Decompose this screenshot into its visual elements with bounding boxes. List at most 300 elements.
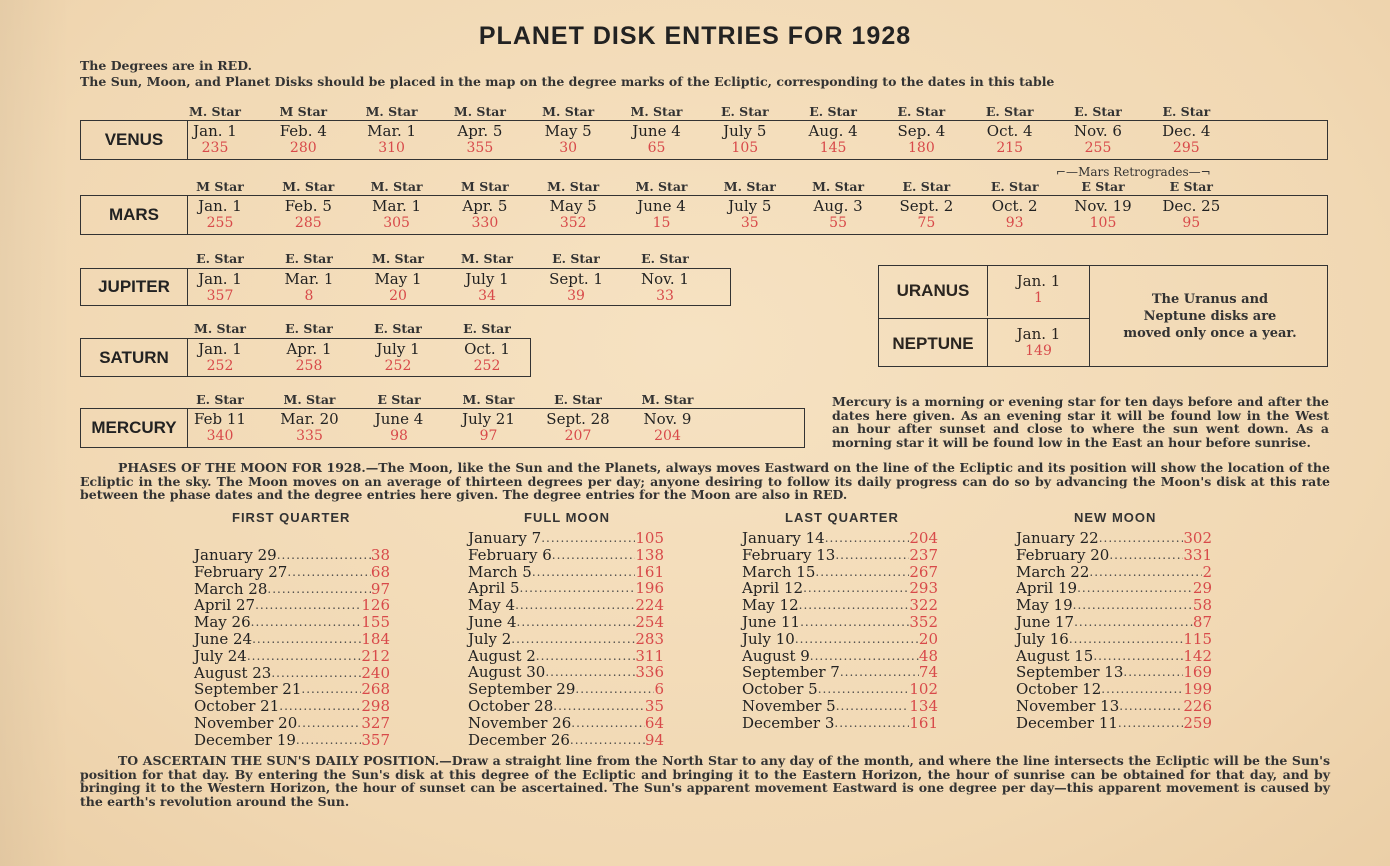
full-moon-heading: FULL MOON <box>524 510 611 525</box>
jupiter-star-label: M. Star <box>460 251 514 266</box>
phase-date: February 27 <box>194 562 288 581</box>
mercury-star-label: M. Star <box>462 392 515 407</box>
uranus-entry <box>987 266 1089 316</box>
list-item <box>1016 631 1212 648</box>
jupiter-star-label: E. Star <box>641 251 689 266</box>
entry-date: Feb. 4 <box>279 122 327 140</box>
list-item <box>742 580 938 597</box>
phase-degree: 283 <box>635 629 664 648</box>
phase-degree: 97 <box>370 579 390 598</box>
leader-dots <box>799 597 910 614</box>
phase-degree: 105 <box>635 529 664 547</box>
leader-dots <box>1123 664 1183 681</box>
leader-dots <box>279 698 361 715</box>
list-item <box>742 681 938 698</box>
mars-star-label: M. Star <box>723 179 776 194</box>
phase-degree: 322 <box>909 596 938 615</box>
entry-date: May 5 <box>549 197 597 215</box>
sun-paragraph-text: —Draw a straight line from the North Star to any day of the month, and where the line intersects the Ecliptic will be the Sun's position for that day. By entering the Sun's disk at this degree of the Ecliptic and bringing it to the Eastern Horizon, the hour of sunrise can be obtained for that day, and by bringing it to the Western Horizon, the hour of sunset can be ascertained. The Sun's apparent movement Eastward is one degree per day—this apparent movement is caused by the earth's revolution around the Sun. <box>80 753 1331 809</box>
leader-dots <box>1077 580 1193 597</box>
entry-date: June 4 <box>374 410 424 428</box>
entry-degree: 305 <box>383 215 410 231</box>
uranus-name: URANUS <box>896 281 970 300</box>
leader-dots <box>277 547 371 564</box>
phase-degree: 336 <box>635 663 664 682</box>
mars-entry <box>1148 198 1234 231</box>
mars-entry <box>707 198 793 231</box>
leader-dots <box>810 648 919 665</box>
entry-date: Apr. 1 <box>286 340 332 358</box>
phase-degree: 142 <box>1183 646 1212 665</box>
phase-date: January 7 <box>468 529 542 547</box>
mars-name: MARS <box>81 196 188 234</box>
phase-degree: 226 <box>1183 696 1212 715</box>
list-item <box>194 698 390 715</box>
list-item <box>742 715 938 732</box>
phase-date: March 22 <box>1016 562 1090 581</box>
list-item <box>468 631 664 648</box>
leader-dots <box>834 715 909 732</box>
entry-date: Jan. 1 <box>198 340 242 358</box>
list-item <box>742 631 938 648</box>
entry-degree: 310 <box>378 140 405 156</box>
entry-degree: 215 <box>996 140 1024 156</box>
phase-degree: 161 <box>909 713 938 732</box>
phase-degree: 87 <box>1192 612 1212 631</box>
leader-dots <box>836 698 910 715</box>
leader-dots <box>517 614 636 631</box>
venus-entry <box>1055 123 1141 156</box>
list-item <box>194 715 390 732</box>
mercury-name: MERCURY <box>81 409 188 447</box>
mars-entry <box>1060 198 1146 231</box>
venus-entry <box>878 123 964 156</box>
phase-date: April 19 <box>1016 579 1078 598</box>
phase-date: March 28 <box>194 579 268 598</box>
entry-degree: 98 <box>390 428 408 444</box>
entry-date: Oct. 4 <box>986 122 1033 140</box>
entry-date: May 1 <box>374 270 422 288</box>
entry-date: June 4 <box>632 122 681 140</box>
phase-degree: 20 <box>918 629 938 648</box>
mercury-star-label: M. Star <box>641 392 694 407</box>
entry-degree: 55 <box>829 215 847 231</box>
entry-degree: 235 <box>201 140 229 156</box>
phase-degree: 35 <box>644 696 664 715</box>
entry-date: Mar. 1 <box>367 122 417 140</box>
leader-dots <box>1119 698 1183 715</box>
venus-star-label: E. Star <box>897 104 946 119</box>
list-item <box>194 648 390 665</box>
list-item <box>468 614 664 631</box>
neptune-date: Jan. 1 <box>1016 325 1061 343</box>
phase-degree: 74 <box>918 663 938 682</box>
phase-date: September 21 <box>194 680 302 699</box>
mars-entry <box>265 198 351 231</box>
entry-degree: 355 <box>466 140 494 156</box>
phase-date: June 24 <box>194 629 253 648</box>
phase-degree: 38 <box>370 546 390 564</box>
list-item <box>1016 648 1212 665</box>
jupiter-star-label: E. Star <box>196 251 244 266</box>
list-item <box>194 681 390 698</box>
jupiter-entry <box>266 271 352 304</box>
list-item <box>194 547 390 564</box>
venus-entry <box>967 123 1053 156</box>
mars-retrograde-label: Mars Retrogrades <box>1078 165 1189 179</box>
phase-degree: 268 <box>361 680 390 699</box>
neptune-name: NEPTUNE <box>879 318 987 369</box>
phase-degree: 134 <box>909 696 938 715</box>
entry-date: Aug. 3 <box>813 197 863 215</box>
mars-entry <box>883 198 969 231</box>
phase-degree: 68 <box>370 562 390 581</box>
venus-entry <box>1143 123 1229 156</box>
mars-star-label: M. Star <box>370 179 423 194</box>
entry-date: Mar. 1 <box>372 197 422 215</box>
phase-degree: 327 <box>361 713 390 732</box>
entry-degree: 180 <box>908 140 935 156</box>
phase-degree: 237 <box>909 545 938 564</box>
list-item <box>194 581 390 598</box>
phase-degree: 48 <box>918 646 938 665</box>
phase-degree: 240 <box>361 663 390 682</box>
list-item <box>468 648 664 665</box>
page-title: PLANET DISK ENTRIES FOR 1928 <box>478 22 912 50</box>
entry-degree: 335 <box>296 428 323 444</box>
last-quarter-list <box>742 530 938 732</box>
phase-date: October 28 <box>468 696 554 715</box>
mercury-entry <box>446 411 532 444</box>
leader-dots <box>541 530 635 547</box>
intro-line-2: The Sun, Moon, and Planet Disks should be placed in the map on the degree marks of the Ecliptic, corresponding to the dates in this table <box>80 74 1055 89</box>
list-item <box>742 564 938 581</box>
entry-degree: 75 <box>917 215 936 231</box>
phase-date: January 22 <box>1016 529 1099 547</box>
list-item <box>1016 547 1212 564</box>
leader-dots <box>803 580 909 597</box>
entry-date: Oct. 2 <box>991 197 1038 215</box>
mars-star-label: M. Star <box>282 179 335 194</box>
mercury-entry <box>625 411 711 444</box>
phase-degree: 161 <box>635 562 664 581</box>
list-item <box>468 681 664 698</box>
entry-degree: 258 <box>295 358 323 374</box>
sun-paragraph-lead: TO ASCERTAIN THE SUN'S DAILY POSITION. <box>118 753 440 768</box>
venus-entry <box>702 123 788 156</box>
saturn-star-label: E. Star <box>285 321 333 336</box>
phase-degree: 2 <box>1202 562 1212 581</box>
leader-dots <box>267 581 371 598</box>
leader-dots <box>571 715 645 732</box>
entry-degree: 295 <box>1172 140 1200 156</box>
list-item <box>1016 715 1212 732</box>
list-item <box>742 698 938 715</box>
phase-degree: 6 <box>654 680 664 699</box>
phase-date: June 11 <box>742 612 801 631</box>
list-item <box>194 564 390 581</box>
page-fold-shadow <box>0 0 70 866</box>
jupiter-entry <box>177 271 263 304</box>
entry-date: Jan. 1 <box>198 197 242 215</box>
entry-date: July 1 <box>376 340 420 358</box>
mars-star-label: M Star <box>461 179 509 194</box>
entry-degree: 35 <box>740 215 759 231</box>
list-item <box>468 547 664 564</box>
phase-date: April 5 <box>468 579 520 598</box>
phase-degree: 254 <box>635 612 664 631</box>
phase-degree: 199 <box>1183 680 1212 699</box>
entry-date: July 5 <box>728 197 772 215</box>
list-item <box>1016 564 1212 581</box>
phase-date: January 29 <box>194 546 277 564</box>
jupiter-star-label: M. Star <box>371 251 425 266</box>
phase-date: January 14 <box>742 529 825 547</box>
list-item <box>742 648 938 665</box>
phase-date: August 2 <box>468 646 536 665</box>
list-item <box>468 530 664 547</box>
entry-degree: 39 <box>567 288 585 304</box>
list-item <box>194 631 390 648</box>
phase-date: October 21 <box>194 697 280 716</box>
entry-degree: 255 <box>1084 140 1112 156</box>
phase-degree: 293 <box>909 579 938 598</box>
mercury-star-label: E Star <box>377 392 421 407</box>
mars-entry <box>442 198 528 231</box>
mars-entry <box>354 198 440 231</box>
entry-degree: 207 <box>564 428 592 444</box>
entry-degree: 357 <box>206 288 234 304</box>
phase-date: November 13 <box>1016 696 1120 715</box>
venus-star-label: E. Star <box>1074 104 1122 119</box>
list-item <box>468 698 664 715</box>
outer-planets-note <box>1089 266 1330 366</box>
list-item <box>468 664 664 681</box>
venus-entry <box>437 123 523 156</box>
phase-date: February 20 <box>1016 545 1110 564</box>
entry-degree: 280 <box>289 140 317 156</box>
leader-dots <box>570 732 645 749</box>
phase-degree: 259 <box>1183 713 1212 732</box>
jupiter-entry <box>622 271 708 304</box>
uranus-neptune-box <box>878 265 1328 367</box>
leader-dots <box>818 681 910 698</box>
jupiter-star-label: E. Star <box>552 251 600 266</box>
entry-degree: 285 <box>294 215 322 231</box>
phase-date: March 15 <box>742 562 816 581</box>
entry-date: Feb. 5 <box>284 197 332 215</box>
venus-star-label: M Star <box>279 104 328 119</box>
venus-star-label: M. Star <box>453 104 506 119</box>
jupiter-star-label: E. Star <box>285 251 333 266</box>
leader-dots <box>247 648 362 665</box>
list-item <box>1016 597 1212 614</box>
entry-degree: 15 <box>652 215 671 231</box>
list-item <box>194 614 390 631</box>
leader-dots <box>301 681 361 698</box>
entry-degree: 95 <box>1182 215 1201 231</box>
phase-degree: 115 <box>1183 629 1212 648</box>
leader-dots <box>553 698 645 715</box>
leader-dots <box>536 648 636 665</box>
mars-star-label: M. Star <box>812 179 865 194</box>
jupiter-entry <box>444 271 530 304</box>
phase-date: February 13 <box>742 545 836 564</box>
phase-degree: 311 <box>635 646 664 665</box>
phase-degree: 357 <box>361 730 390 749</box>
phase-degree: 302 <box>1183 529 1212 547</box>
list-item <box>1016 530 1212 547</box>
list-item <box>194 732 390 749</box>
entry-date: Nov. 9 <box>643 410 692 428</box>
list-item <box>1016 614 1212 631</box>
mars-entry <box>177 198 263 231</box>
list-item <box>468 580 664 597</box>
neptune-entry <box>987 318 1089 366</box>
entry-degree: 20 <box>389 288 407 304</box>
moon-paragraph <box>80 461 1330 502</box>
uranus-date: Jan. 1 <box>1016 272 1061 290</box>
phase-date: August 23 <box>194 663 272 682</box>
entry-date: July 1 <box>465 270 509 288</box>
phase-date: December 19 <box>194 730 296 749</box>
leader-dots <box>1099 530 1184 547</box>
entry-degree: 252 <box>384 358 412 374</box>
leader-dots <box>1118 715 1183 732</box>
entry-date: Nov. 19 <box>1074 197 1132 215</box>
phase-date: April 12 <box>742 579 804 598</box>
venus-star-label: M. Star <box>630 104 683 119</box>
venus-star-label: M. Star <box>188 104 242 119</box>
leader-dots <box>1101 681 1183 698</box>
phase-date: June 4 <box>468 612 517 631</box>
mercury-entry <box>356 411 442 444</box>
venus-star-label: E. Star <box>1162 104 1211 119</box>
list-item <box>742 597 938 614</box>
phase-degree: 155 <box>361 613 390 632</box>
phase-date: September 29 <box>468 680 576 699</box>
mercury-star-label: E. Star <box>196 392 244 407</box>
mars-entry <box>530 198 616 231</box>
saturn-entry <box>444 341 530 374</box>
phase-date: August 30 <box>468 663 546 682</box>
entry-degree: 204 <box>654 428 681 444</box>
phase-degree: 196 <box>635 579 664 598</box>
mars-star-label: M. Star <box>547 179 600 194</box>
leader-dots <box>835 547 909 564</box>
entry-date: Oct. 1 <box>464 340 510 358</box>
phase-date: December 3 <box>742 713 835 732</box>
entry-degree: 105 <box>731 140 759 156</box>
entry-date: Aug. 4 <box>808 122 858 140</box>
list-item <box>742 664 938 681</box>
entry-date: Sep. 4 <box>897 122 946 140</box>
venus-star-label: M. Star <box>542 104 595 119</box>
list-item <box>468 597 664 614</box>
phase-date: May 19 <box>1016 596 1073 615</box>
leader-dots <box>252 631 361 648</box>
phase-date: December 11 <box>1016 713 1118 732</box>
phase-date: March 5 <box>468 562 532 581</box>
entry-degree: 255 <box>206 215 234 231</box>
phase-date: May 26 <box>194 613 251 632</box>
entry-date: Feb 11 <box>194 410 246 428</box>
list-item <box>742 614 938 631</box>
mercury-note: Mercury is a morning or evening star for ten days before and after the dates here given. As an evening star it will be found low in the West an hour after sunset and close to where the sun went down. As a morning star it will be found low in the East an hour before sunrise. <box>832 394 1329 450</box>
leader-dots <box>1089 564 1202 581</box>
uranus-degree: 1 <box>1034 290 1043 306</box>
phase-date: September 13 <box>1016 663 1124 682</box>
list-item <box>194 665 390 682</box>
phase-degree: 138 <box>635 545 664 564</box>
entry-degree: 30 <box>559 140 578 156</box>
phase-degree: 212 <box>361 646 390 665</box>
phase-degree: 184 <box>361 629 390 648</box>
entry-date: Apr. 5 <box>462 197 508 215</box>
phase-degree: 29 <box>1192 579 1212 598</box>
leader-dots <box>251 614 362 631</box>
outer-planets-note-text: The Uranus and Neptune disks are moved only once a year. <box>1123 291 1297 341</box>
phase-date: November 20 <box>194 713 298 732</box>
entry-date: Nov. 1 <box>641 270 689 288</box>
phase-degree: 169 <box>1183 663 1212 682</box>
phase-date: July 10 <box>742 629 795 648</box>
mercury-star-label: M. Star <box>283 392 336 407</box>
entry-degree: 97 <box>479 428 498 444</box>
entry-date: Dec. 25 <box>1162 197 1221 215</box>
entry-date: Sept. 28 <box>546 410 610 428</box>
venus-star-label: E. Star <box>809 104 857 119</box>
jupiter-entry <box>533 271 619 304</box>
leader-dots <box>532 564 636 581</box>
leader-dots <box>825 530 910 547</box>
phase-degree: 267 <box>909 562 938 581</box>
saturn-star-label: E. Star <box>374 321 422 336</box>
entry-degree: 330 <box>471 215 499 231</box>
list-item <box>1016 664 1212 681</box>
phase-date: August 15 <box>1016 646 1094 665</box>
leader-dots <box>1073 597 1193 614</box>
intro-line-1: The Degrees are in RED. <box>80 58 252 73</box>
mars-star-label: E. Star <box>902 179 951 194</box>
phase-date: August 9 <box>742 646 810 665</box>
list-item <box>468 732 664 749</box>
entry-degree: 340 <box>206 428 234 444</box>
mars-star-label: E Star <box>1081 179 1125 194</box>
entry-degree: 93 <box>1005 215 1024 231</box>
leader-dots <box>1069 631 1184 648</box>
leader-dots <box>515 597 635 614</box>
phase-degree: 94 <box>644 730 664 749</box>
phase-degree: 64 <box>644 713 664 732</box>
leader-dots <box>552 547 636 564</box>
phase-degree: 204 <box>909 529 938 547</box>
entry-degree: 34 <box>478 288 496 304</box>
leader-dots <box>1093 648 1183 665</box>
entry-date: Dec. 4 <box>1162 122 1211 140</box>
jupiter-name: JUPITER <box>81 269 188 305</box>
saturn-star-label: M. Star <box>193 321 247 336</box>
mars-entry <box>619 198 705 231</box>
phase-date: September 7 <box>742 663 840 682</box>
entry-date: Jan. 1 <box>198 270 242 288</box>
phase-date: July 16 <box>1016 629 1069 648</box>
phase-date: May 12 <box>742 596 799 615</box>
venus-entry <box>614 123 700 156</box>
entry-degree: 33 <box>656 288 674 304</box>
list-item <box>1016 681 1212 698</box>
mars-entry <box>795 198 881 231</box>
